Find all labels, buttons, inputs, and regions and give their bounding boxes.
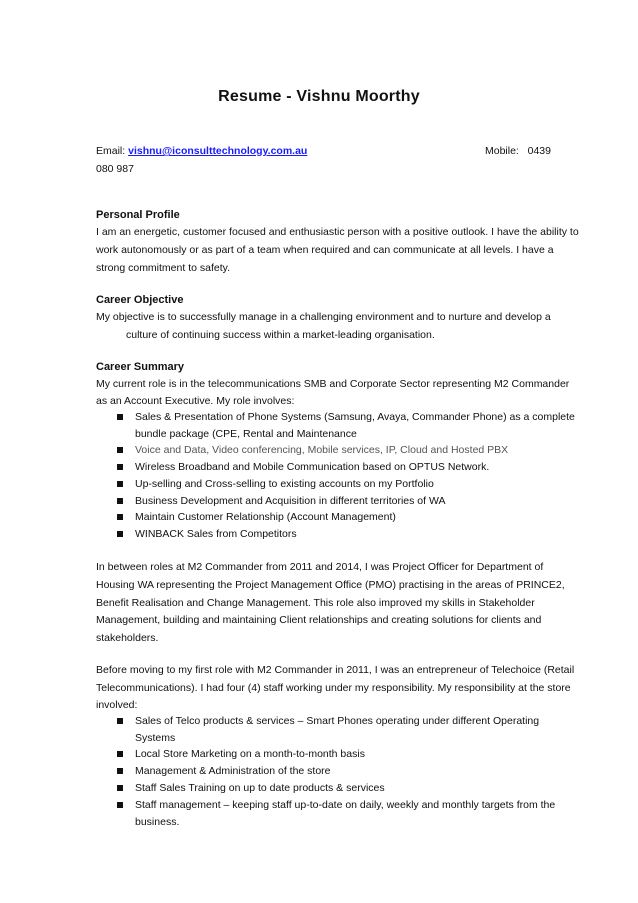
page-title: Resume - Vishnu Moorthy: [218, 88, 420, 105]
paragraph-line: Before moving to my first role with M2 Commander in 2011, I was an entrepreneur of Telechoice (Retail: [96, 664, 575, 676]
list-item: Business Development and Acquisition in different territories of WA: [135, 495, 446, 507]
career-objective-heading: Career Objective: [96, 294, 184, 306]
email-line: [96, 145, 307, 158]
list-item: Voice and Data, Video conferencing, Mobile services, IP, Cloud and Hosted PBX: [135, 444, 509, 456]
bullet-square-icon: [117, 447, 123, 453]
list-item: Management & Administration of the store: [135, 765, 331, 777]
list-item: WINBACK Sales from Competitors: [135, 528, 297, 540]
list-item: Staff Sales Training on up to date products & services: [135, 782, 385, 794]
bullet-square-icon: [117, 414, 123, 420]
bullet-square-icon: [117, 785, 123, 791]
list-item: Staff management – keeping staff up-to-date on daily, weekly and monthly targets from the: [135, 799, 556, 811]
mobile-line: [485, 145, 551, 158]
paragraph-line: Housing WA representing the Project Management Office (PMO) practising in the areas of PRINCE2,: [96, 579, 565, 591]
paragraph-line: In between roles at M2 Commander from 2011 and 2014, I was Project Officer for Department of: [96, 561, 544, 573]
personal-profile-heading: Personal Profile: [96, 209, 180, 221]
personal-profile-line: strong commitment to safety.: [96, 262, 231, 274]
list-item-continuation: business.: [135, 816, 180, 828]
paragraph-line: Benefit Realisation and Change Management. This role also improved my skills in Stakeholder: [96, 597, 535, 609]
bullet-square-icon: [117, 718, 123, 724]
career-summary-intro-line: My current role is in the telecommunications SMB and Corporate Sector representing M2 Commander: [96, 378, 570, 390]
bullet-square-icon: [117, 751, 123, 757]
mobile-number-part1: 0439: [527, 145, 551, 157]
list-item: Up-selling and Cross-selling to existing accounts on my Portfolio: [135, 478, 434, 490]
mobile-number-part2: 080 987: [96, 163, 134, 175]
list-item: Maintain Customer Relationship (Account Management): [135, 511, 396, 523]
paragraph-line: stakeholders.: [96, 632, 159, 644]
bullet-square-icon: [117, 481, 123, 487]
bullet-square-icon: [117, 498, 123, 504]
list-item: Sales & Presentation of Phone Systems (Samsung, Avaya, Commander Phone) as a complete: [135, 411, 575, 423]
list-item: Sales of Telco products & services – Smart Phones operating under different Operating: [135, 715, 540, 727]
bullet-square-icon: [117, 514, 123, 520]
career-objective-line: culture of continuing success within a market-leading organisation.: [126, 329, 435, 341]
list-item: Wireless Broadband and Mobile Communication based on OPTUS Network.: [135, 461, 490, 473]
career-summary-heading: Career Summary: [96, 361, 185, 373]
paragraph-line: Telecommunications). I had four (4) staff working under my responsibility. My responsibility at the store: [96, 682, 571, 694]
bullet-square-icon: [117, 802, 123, 808]
email-link[interactable]: vishnu@iconsulttechnology.com.au: [128, 145, 308, 157]
career-objective-line: My objective is to successfully manage in a challenging environment and to nurture and develop a: [96, 311, 551, 323]
bullet-square-icon: [117, 768, 123, 774]
personal-profile-line: work autonomously or as part of a team when required and can communicate at all levels. I have a: [96, 244, 554, 256]
list-item-continuation: Systems: [135, 732, 176, 744]
email-label: Email:: [96, 145, 126, 157]
mobile-label: Mobile:: [485, 145, 519, 157]
bullet-square-icon: [117, 531, 123, 537]
paragraph-line: Management, building and maintaining Client relationships and creating solutions for clients and: [96, 614, 542, 626]
personal-profile-line: I am an energetic, customer focused and enthusiastic person with a positive outlook. I have the ability to: [96, 226, 579, 238]
list-item-continuation: bundle package (CPE, Rental and Maintenance: [135, 428, 357, 440]
bullet-square-icon: [117, 464, 123, 470]
paragraph-line: involved:: [96, 699, 138, 711]
list-item: Local Store Marketing on a month-to-month basis: [135, 748, 365, 760]
career-summary-intro-line: as an Account Executive. My role involves:: [96, 395, 295, 407]
